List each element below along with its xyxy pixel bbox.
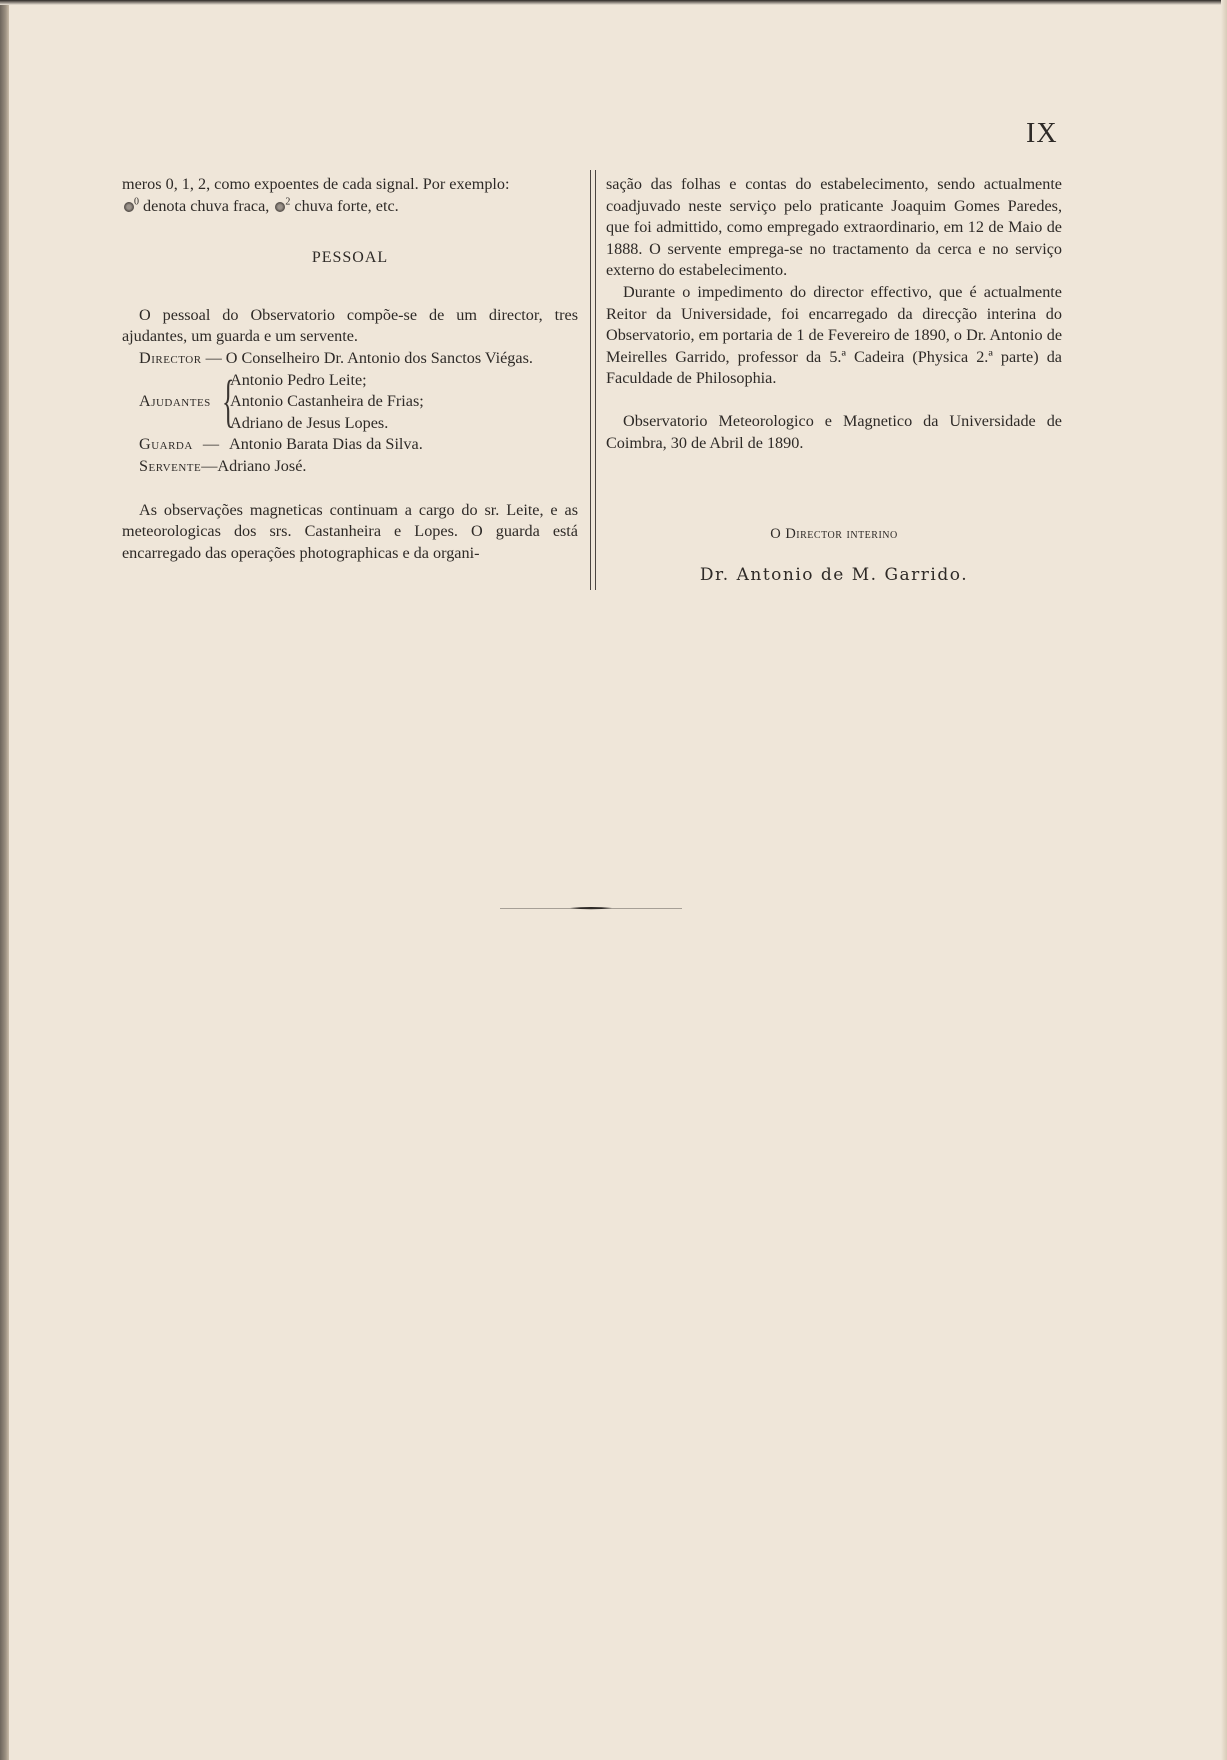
paragraph-direction: Durante o impedimento do director effectivo, que é actualmente Reitor da Universidade, foi encarregado da direcção interina do Observatorio, em portaria de 1 de Fevereiro de 1890, o Dr. Antonio de Meirelles Garrido, professor da 5.ª Cadeira (Physica 2.ª parte) da Faculdade de Philosophia.: [606, 282, 1062, 388]
intro-text-a: denota chuva fraca,: [143, 196, 270, 215]
book-spine-edge: [0, 0, 9, 1760]
servente-row: [122, 456, 578, 478]
signature-title: O Director interino: [770, 526, 898, 542]
director-name: O Conselheiro Dr. Antonio dos Sanctos Viégas.: [225, 348, 533, 367]
exponent-0: 0: [134, 196, 139, 208]
page-top-shadow: [0, 0, 1227, 5]
ajudante-name: Antonio Castanheira de Frias;: [230, 392, 424, 411]
ajudantes-list: [230, 370, 424, 435]
staff-intro: O pessoal do Observatorio compõe-se de um director, tres ajudantes, um guarda e um servente.: [122, 305, 578, 346]
exponent-2: 2: [285, 196, 291, 208]
observations-paragraph: As observações magneticas continuam a cargo do sr. Leite, e as meteorologicas dos srs. Castanheira e Lopes. O guarda está encarregado das operações photographicas e da organi-: [122, 500, 578, 562]
ajudante-name: Adriano de Jesus Lopes.: [230, 413, 389, 432]
rain-symbol-icon: [124, 202, 134, 212]
signature-name: Dr. Antonio de M. Garrido.: [699, 565, 969, 585]
end-rule-ornament: [500, 906, 682, 910]
guarda-row: [122, 434, 578, 456]
left-column: [122, 174, 578, 564]
right-column: [606, 174, 1062, 454]
section-title: PESSOAL: [311, 249, 389, 267]
director-label: Director: [139, 348, 202, 367]
intro-text-b: chuva forte, etc.: [294, 196, 399, 215]
dash: —: [201, 456, 218, 475]
brace-icon: {: [222, 367, 235, 433]
paragraph-continuation: sação das folhas e contas do estabelecimento, sendo actualmente coadjuvado neste serviço pelo praticante Joaquim Gomes Paredes, que foi admittido, como empregado extraordinario, em 12 de Maio de 1888. O servente emprega-se no tractamento da cerca e no serviço externo do estabelecimento.: [606, 175, 1062, 280]
ajudantes-group: [122, 367, 578, 435]
page-right-edge: [1221, 0, 1227, 1760]
intro-line-1: meros 0, 1, 2, como expoentes de cada signal. Por exemplo:: [122, 175, 510, 193]
guarda-label: Guarda: [139, 435, 193, 454]
rain-symbol-icon: [275, 202, 285, 212]
staff-roster: [122, 348, 578, 478]
ajudantes-label: Ajudantes: [139, 392, 211, 411]
dash: —: [202, 435, 219, 454]
intro-line-2: [122, 196, 578, 218]
director-row: [122, 348, 578, 370]
ajudante-name: Antonio Pedro Leite;: [230, 370, 367, 389]
servente-name: Adriano José.: [217, 456, 307, 475]
signature-block: [606, 526, 1062, 585]
servente-label: Servente: [139, 456, 202, 475]
dash: —: [205, 348, 222, 367]
page-number: IX: [1026, 118, 1058, 149]
column-divider: [590, 170, 596, 590]
guarda-name: Antonio Barata Dias da Silva.: [229, 435, 423, 454]
place-date: Observatorio Meteorologico e Magnetico da Universidade de Coimbra, 30 de Abril de 1890.: [606, 411, 1062, 452]
